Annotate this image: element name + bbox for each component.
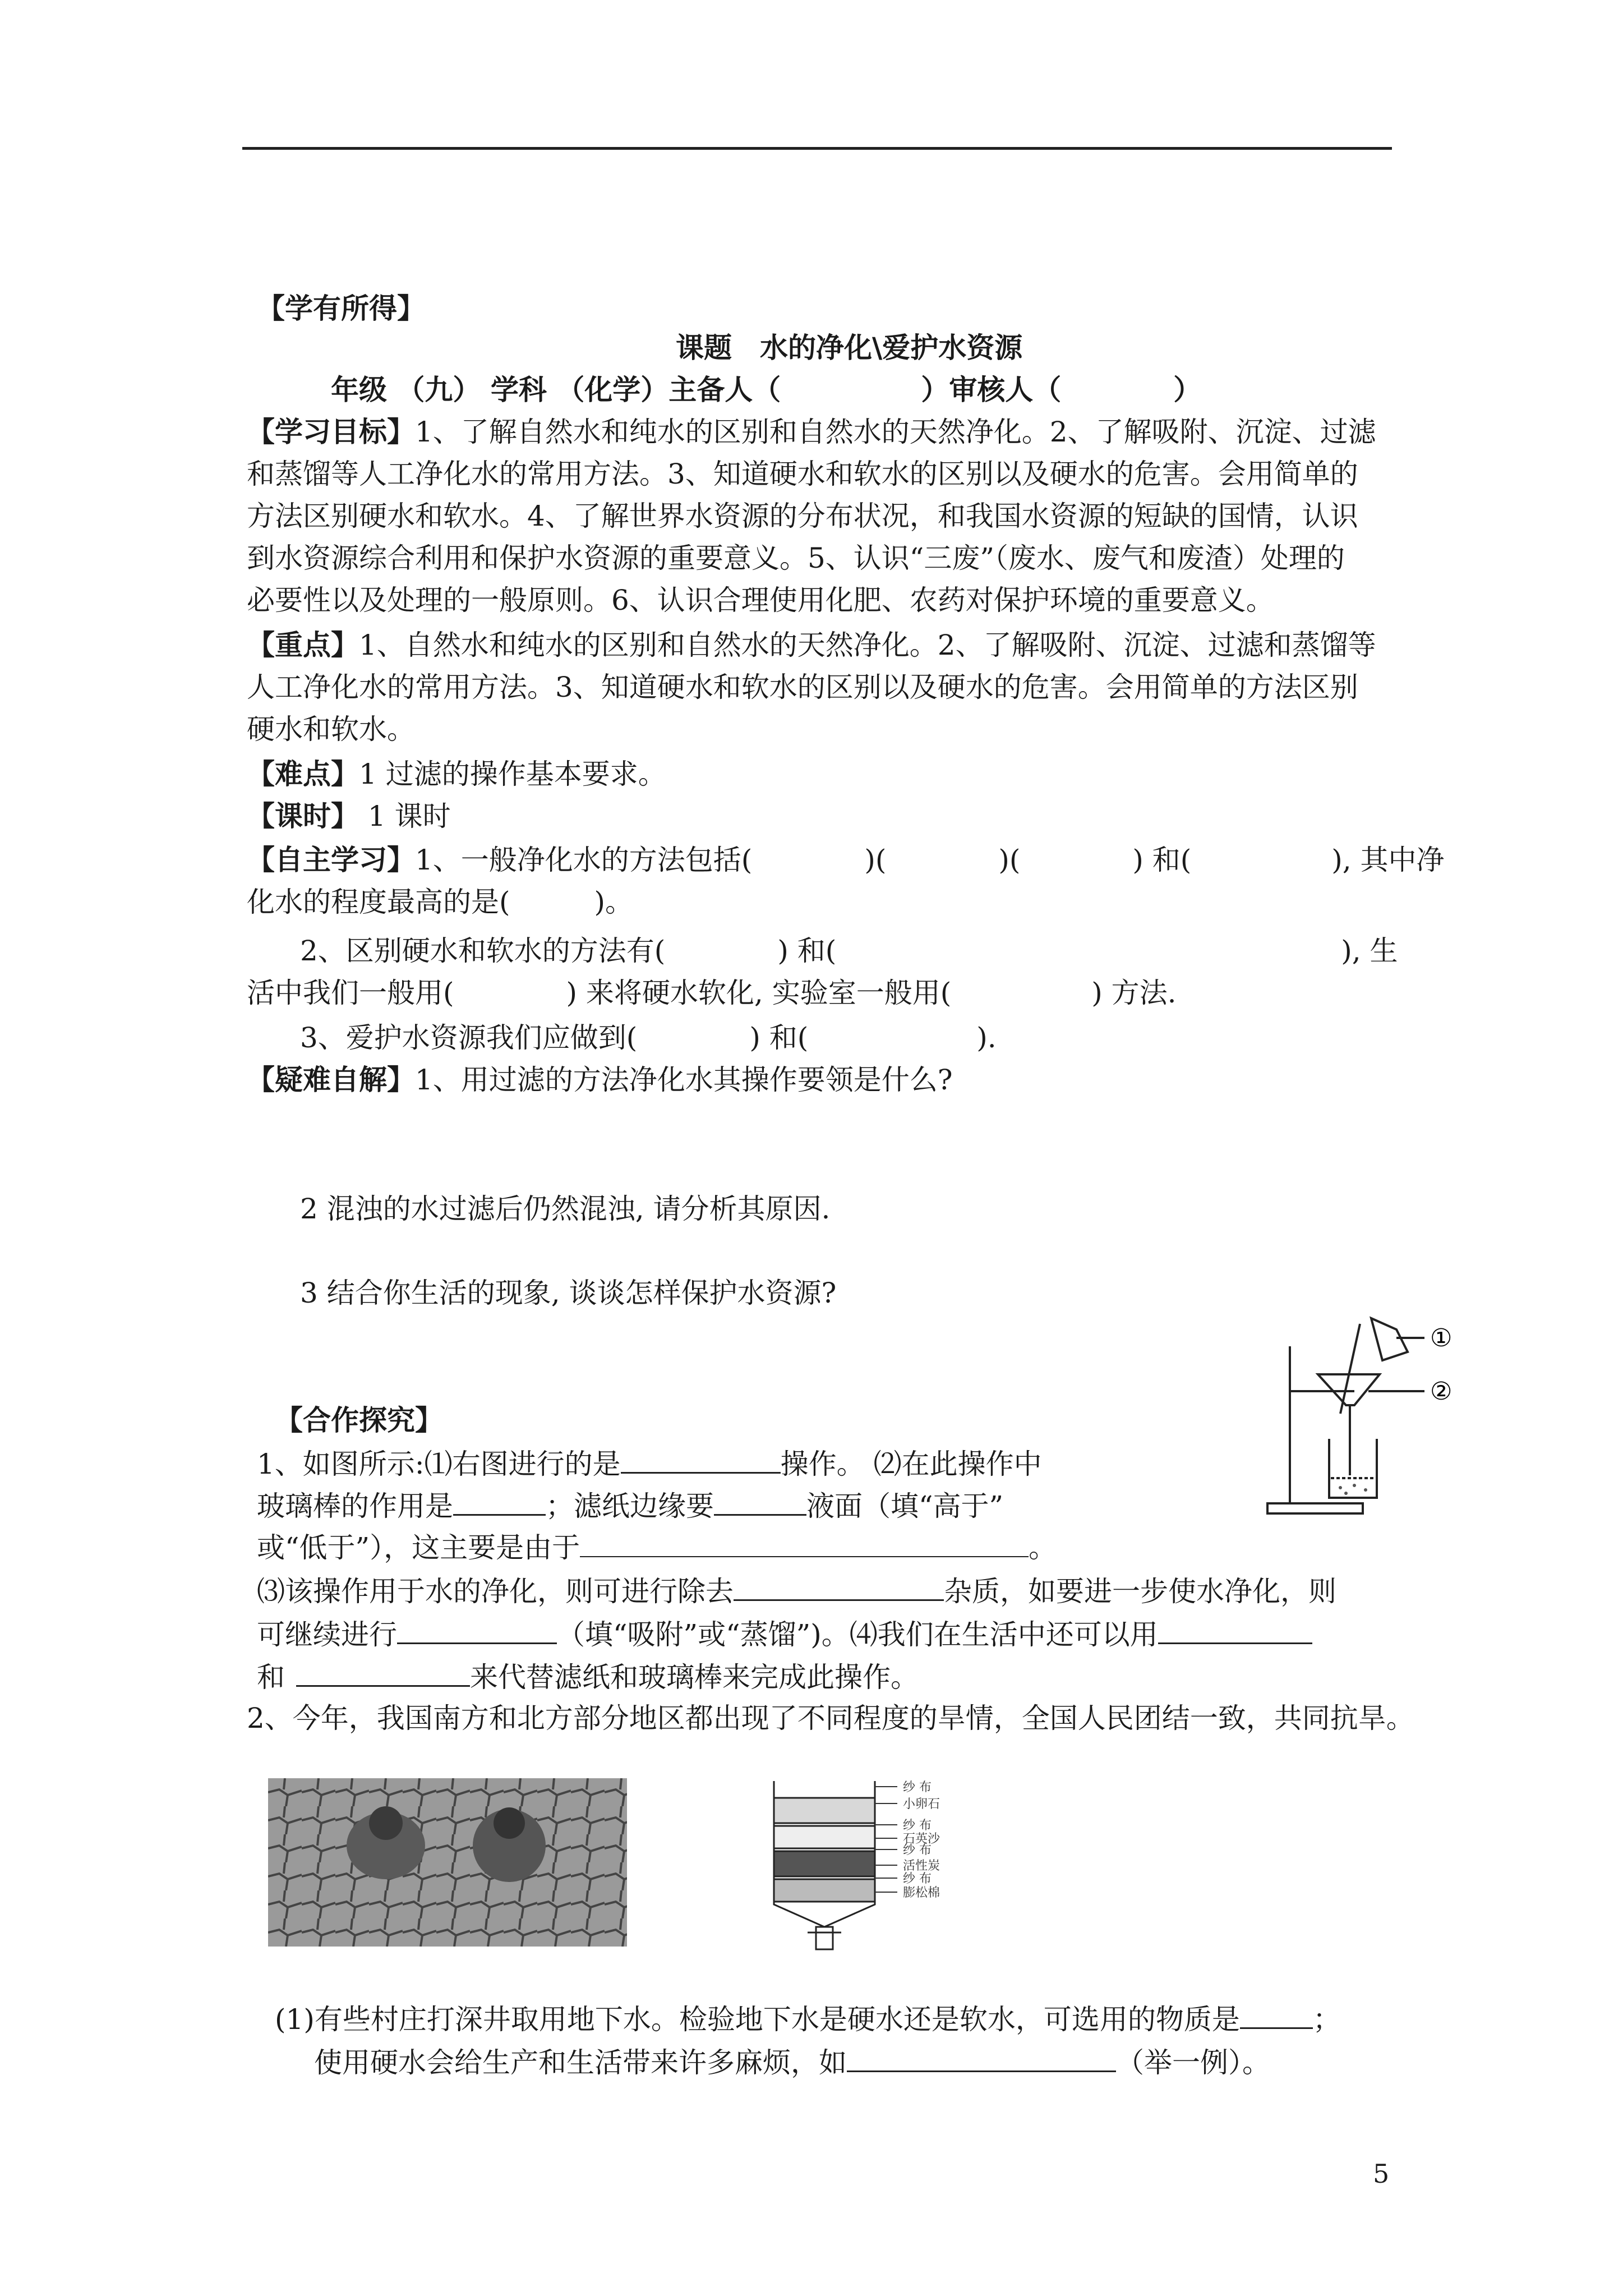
blank-rod-role[interactable] [453, 1488, 546, 1516]
coop-line-6: 和 来代替滤纸和玻璃棒来完成此操作。 [257, 1659, 919, 1694]
objectives-label: 【学习目标】 [247, 415, 415, 448]
page-number: 5 [1373, 2159, 1390, 2189]
keypoints-line-3: 硬水和软水。 [247, 713, 415, 746]
blank-reason[interactable] [580, 1530, 1029, 1557]
filter-label-6: 活性炭 [903, 1859, 940, 1873]
doubts-line-1: 【疑难自解】1、用过滤的方法净化水其操作要领是什么? [247, 1063, 953, 1096]
coop-subquestion-1: (1)有些村庄打深井取用地下水。检验地下水是硬水还是软水，可选用的物质是 ； [275, 2001, 1341, 2036]
objectives-line-5: 必要性以及处理的一般原则。6、认识合理使用化肥、农药对保护环境的重要意义。 [247, 584, 1274, 616]
keypoints-line-1: 【重点】1、自然水和纯水的区别和自然水的天然净化。2、了解吸附、沉淀、过滤和蒸馏等 [247, 628, 1376, 661]
difficulty-label: 【难点】 [247, 757, 359, 790]
figure-label-1: ① [1430, 1324, 1453, 1352]
filter-label-8: 膨松棉 [903, 1886, 940, 1900]
coop-line-2: 玻璃棒的作用是 ；滤纸边缘要 液面（填“高于” [257, 1488, 1003, 1523]
blank-operation[interactable] [621, 1446, 781, 1474]
objectives-line-2: 和蒸馏等人工净化水的常用方法。3、知道硬水和软水的区别以及硬水的危害。会用简单的 [247, 458, 1358, 490]
section-heading: 【学有所得】 [257, 292, 425, 325]
doubts-question-2: 2 混浊的水过滤后仍然混浊, 请分析其原因. [300, 1193, 831, 1225]
filter-label-7: 纱 布 [903, 1872, 932, 1886]
difficulty-line: 【难点】1 过滤的操作基本要求。 [247, 757, 666, 790]
coop-subquestion-2: 使用硬水会给生产和生活带来许多麻烦，如 （举一例）。 [314, 2045, 1270, 2079]
filter-label-2: 小卵石 [903, 1797, 940, 1811]
filter-label-4: 石英沙 [903, 1832, 940, 1846]
filtration-apparatus-figure [1256, 1307, 1469, 1520]
blank-impurity[interactable] [734, 1573, 944, 1601]
coop-line-3: 或“低于”），这主要是由于 。 [257, 1531, 1057, 1564]
figure-label-2: ② [1430, 1377, 1453, 1406]
selfstudy-line-5: 3、爱护水资源我们应做到( ) 和( ). [300, 1022, 997, 1054]
doubts-question-3: 3 结合你生活的现象, 谈谈怎样保护水资源? [300, 1277, 837, 1309]
blank-filter-edge[interactable] [714, 1488, 806, 1516]
objectives-line-4: 到水资源综合利用和保护水资源的重要意义。5、认识“三废”（废水、废气和废渣）处理的 [247, 542, 1345, 574]
keypoints-line-2: 人工净化水的常用方法。3、知道硬水和软水的区别以及硬水的危害。会用简单的方法区别 [247, 671, 1358, 703]
blank-substitute-1[interactable] [1158, 1617, 1312, 1644]
keypoints-label: 【重点】 [247, 628, 359, 661]
blank-test-substance[interactable] [1240, 2001, 1313, 2029]
coop-line-1: 1、如图所示:⑴右图进行的是 操作。 ⑵在此操作中 [257, 1446, 1042, 1481]
filter-label-3: 纱 布 [903, 1819, 932, 1833]
coop-line-5: 可继续进行 （填“吸附”或“蒸馏”)。⑷我们在生活中还可以用 [257, 1617, 1312, 1651]
header-rule [242, 147, 1392, 150]
objectives-line-3: 方法区别硬水和软水。4、了解世界水资源的分布状况，和我国水资源的短缺的国情，认识 [247, 500, 1358, 532]
page-title: 课题 水的净化\爱护水资源 [676, 331, 1023, 364]
coop-line-4: ⑶该操作用于水的净化，则可进行除去 杂质，如要进一步使水净化，则 [257, 1573, 1336, 1608]
selfstudy-label: 【自主学习】 [247, 843, 415, 876]
selfstudy-line-2: 化水的程度最高的是( )。 [247, 886, 634, 918]
filter-label-5: 纱 布 [903, 1843, 932, 1857]
blank-next-step[interactable] [397, 1617, 557, 1644]
hours-label: 【课时】 [247, 799, 359, 832]
selfstudy-line-3: 2、区别硬水和软水的方法有( ) 和( ), 生 [300, 935, 1398, 967]
simple-water-filter-diagram [768, 1775, 981, 1966]
selfstudy-line-1: 【自主学习】1、一般净化水的方法包括( )( )( ) 和( ), 其中净 [247, 843, 1445, 876]
drought-photo [268, 1778, 627, 1947]
filter-label-1: 纱 布 [903, 1780, 932, 1795]
coop-question-2: 2、今年，我国南方和北方部分地区都出现了不同程度的旱情，全国人民团结一致，共同抗旱。 [247, 1702, 1414, 1734]
meta-line: 年级 （九） 学科 （化学）主备人（ ）审核人（ ） [331, 373, 1202, 406]
doubts-label: 【疑难自解】 [247, 1063, 415, 1096]
blank-example[interactable] [847, 2045, 1116, 2072]
objectives-line-1: 【学习目标】1、了解自然水和纯水的区别和自然水的天然净化。2、了解吸附、沉淀、过滤 [247, 415, 1376, 448]
coop-label: 【合作探究】 [275, 1404, 443, 1437]
selfstudy-line-4: 活中我们一般用( ) 来将硬水软化, 实验室一般用( ) 方法. [247, 977, 1177, 1009]
blank-substitute-2[interactable] [296, 1659, 470, 1687]
hours-line: 【课时】 1 课时 [247, 799, 451, 832]
